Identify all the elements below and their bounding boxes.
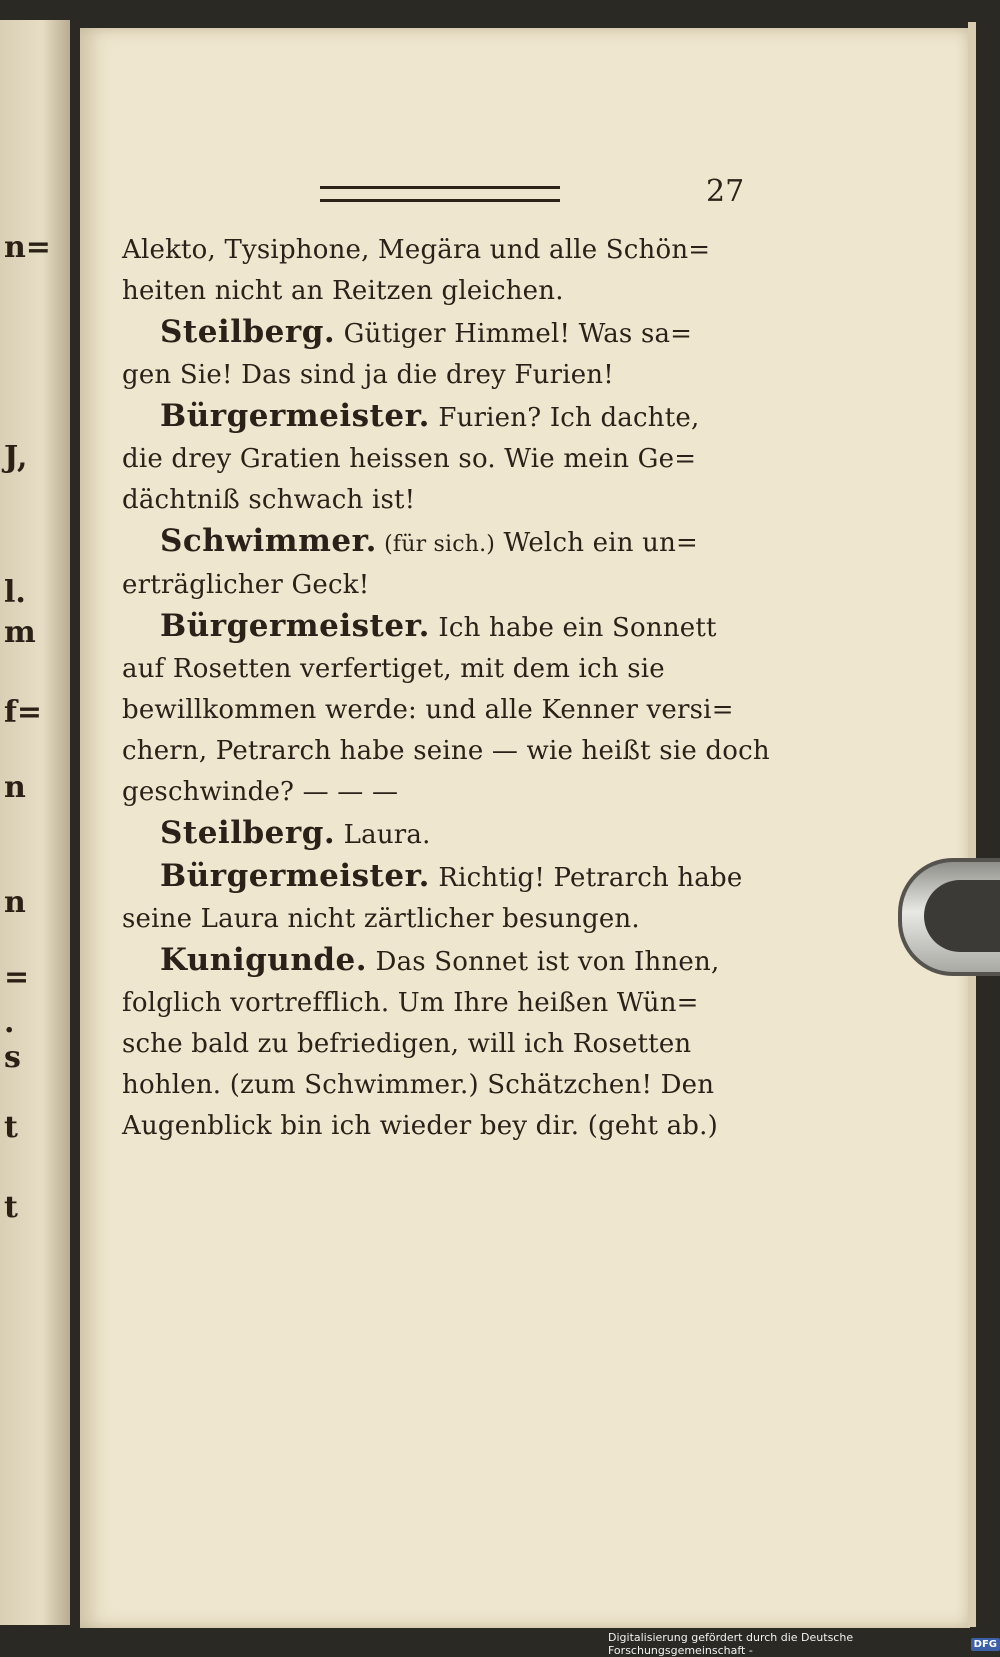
line-text: heiten nicht an Reitzen gleichen.	[122, 276, 564, 306]
left-page-fragment: J,	[4, 440, 28, 475]
speaker-name: Schwimmer.	[160, 523, 377, 559]
text-line	[122, 271, 762, 312]
text-line	[122, 813, 762, 856]
line-text: erträglicher Geck!	[122, 570, 370, 600]
line-text: Das Sonnet ist von Ihnen,	[367, 947, 720, 977]
line-text: sche bald zu befriedigen, will ich Rosetten	[122, 1029, 692, 1059]
text-line	[122, 690, 762, 731]
text-line	[122, 606, 762, 649]
line-text: Gütiger Himmel! Was sa=	[335, 319, 693, 349]
left-page-fragment: l.	[4, 575, 26, 610]
text-line	[122, 940, 762, 983]
line-text: seine Laura nicht zärtlicher besungen.	[122, 904, 640, 934]
line-text: bewillkommen werde: und alle Kenner versi=	[122, 695, 734, 725]
left-page-fragment: m	[4, 615, 36, 650]
line-text: die drey Gratien heissen so. Wie mein Ge=	[122, 444, 697, 474]
right-page-edge	[968, 22, 976, 1627]
speaker-name: Bürgermeister.	[160, 608, 430, 644]
text-line	[122, 1065, 762, 1106]
page-number: 27	[706, 174, 745, 209]
footer-credit: Digitalisierung gefördert durch die Deutsche Forschungsgemeinschaft -	[608, 1631, 854, 1657]
line-text: Augenblick bin ich wieder bey dir. (geht ab.)	[122, 1111, 718, 1141]
text-line	[122, 1106, 762, 1147]
page-clip	[898, 858, 1000, 976]
line-text: Richtig! Petrarch habe	[429, 863, 743, 893]
line-text: Alekto, Tysiphone, Megära und alle Schön=	[122, 235, 711, 265]
speaker-name: Kunigunde.	[160, 942, 368, 978]
line-text: Furien? Ich dachte,	[429, 403, 700, 433]
line-text: auf Rosetten verfertiget, mit dem ich sie	[122, 654, 665, 684]
text-line	[122, 565, 762, 606]
speaker-name: Bürgermeister.	[160, 398, 430, 434]
text-line	[122, 312, 762, 355]
line-text: Ich habe ein Sonnett	[429, 613, 717, 643]
text-line	[122, 1024, 762, 1065]
text-line	[122, 521, 762, 565]
text-line	[122, 731, 770, 772]
footer	[608, 1631, 1000, 1657]
left-page-fragment: n=	[4, 230, 51, 265]
left-page-fragment: =	[4, 960, 30, 995]
line-text: hohlen. (zum Schwimmer.) Schätzchen! Den	[122, 1070, 715, 1100]
line-text: Laura.	[335, 820, 431, 850]
dfg-logo: DFG	[971, 1638, 1000, 1651]
left-page-edge	[0, 20, 70, 1625]
line-text: geschwinde? — — —	[122, 777, 399, 807]
line-text: folglich vortrefflich. Um Ihre heißen Wün=	[122, 988, 699, 1018]
text-line	[122, 230, 762, 271]
line-text: gen Sie! Das sind ja die drey Furien!	[122, 360, 614, 390]
left-page-fragment: s	[4, 1040, 21, 1075]
left-page-fragment: t	[4, 1110, 18, 1145]
header-rule	[320, 186, 560, 202]
left-page-fragment: .	[4, 1005, 15, 1040]
line-text: dächtniß schwach ist!	[122, 485, 416, 515]
left-page-fragment: n	[4, 885, 26, 920]
speaker-name: Steilberg.	[160, 815, 336, 851]
text-line	[122, 480, 762, 521]
text-line	[122, 772, 762, 813]
speaker-name: Steilberg.	[160, 314, 336, 350]
line-text: chern, Petrarch habe seine — wie heißt sie doch	[122, 736, 770, 766]
text-line	[122, 649, 762, 690]
speaker-name: Bürgermeister.	[160, 858, 430, 894]
page-text	[122, 230, 770, 1147]
text-line	[122, 355, 762, 396]
left-page-text-fragments	[0, 20, 70, 1625]
text-line	[122, 439, 762, 480]
left-page-fragment: t	[4, 1190, 18, 1225]
page-clip-inner	[924, 880, 1000, 952]
stage-direction: (für sich.)	[376, 532, 496, 557]
text-line	[122, 856, 762, 899]
text-line	[122, 396, 762, 439]
left-page-fragment: n	[4, 770, 26, 805]
text-line	[122, 983, 762, 1024]
line-text: Welch ein un=	[495, 528, 699, 558]
left-page-fragment: f=	[4, 695, 43, 730]
text-line	[122, 899, 762, 940]
